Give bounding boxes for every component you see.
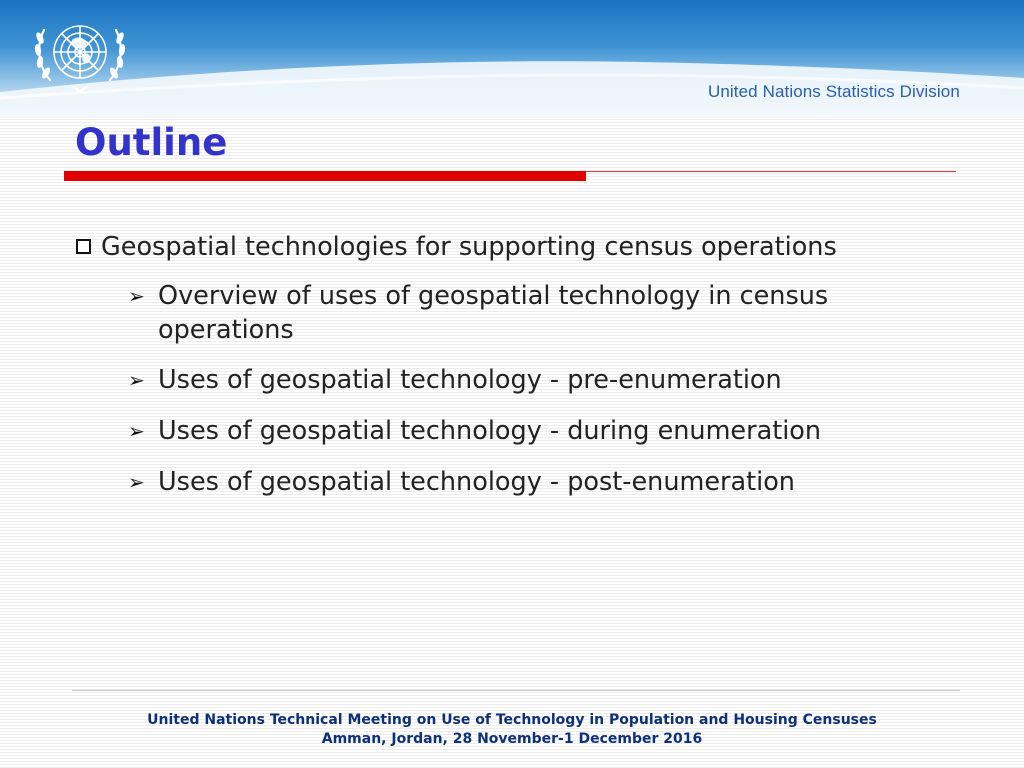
slide-content <box>76 228 976 499</box>
bullet-level2 <box>128 465 976 499</box>
footer-line-1: United Nations Technical Meeting on Use of Technology in Population and Housing Censuses <box>147 712 877 728</box>
division-name: United Nations Statistics Division <box>708 82 960 101</box>
slide-footer <box>0 711 1024 749</box>
bullet-level2 <box>128 363 976 397</box>
un-emblem-icon <box>28 10 132 102</box>
slide-title: Outline <box>75 121 228 164</box>
footer-divider <box>72 690 960 691</box>
arrow-bullet-icon: ➢ <box>128 284 145 308</box>
bullet-level1-text: Geospatial technologies for supporting census operations <box>101 232 837 262</box>
bullet-level1 <box>76 228 976 268</box>
title-underline-thick <box>64 171 586 181</box>
bullet-level2 <box>128 279 976 347</box>
title-underline-thin <box>586 171 956 172</box>
bullet-level2-text: Uses of geospatial technology - during enumeration <box>158 416 822 446</box>
bullet-level2-text: Overview of uses of geospatial technology in census operations <box>158 281 829 345</box>
bullet-level2 <box>128 414 976 448</box>
arrow-bullet-icon: ➢ <box>128 368 145 392</box>
square-bullet-icon <box>76 239 91 254</box>
slide-header <box>0 0 1024 118</box>
bullet-level2-text: Uses of geospatial technology - post-enumeration <box>158 467 795 497</box>
arrow-bullet-icon: ➢ <box>128 419 145 443</box>
bullet-level2-text: Uses of geospatial technology - pre-enumeration <box>158 365 782 395</box>
footer-line-2: Amman, Jordan, 28 November-1 December 2016 <box>321 731 703 747</box>
arrow-bullet-icon: ➢ <box>128 470 145 494</box>
